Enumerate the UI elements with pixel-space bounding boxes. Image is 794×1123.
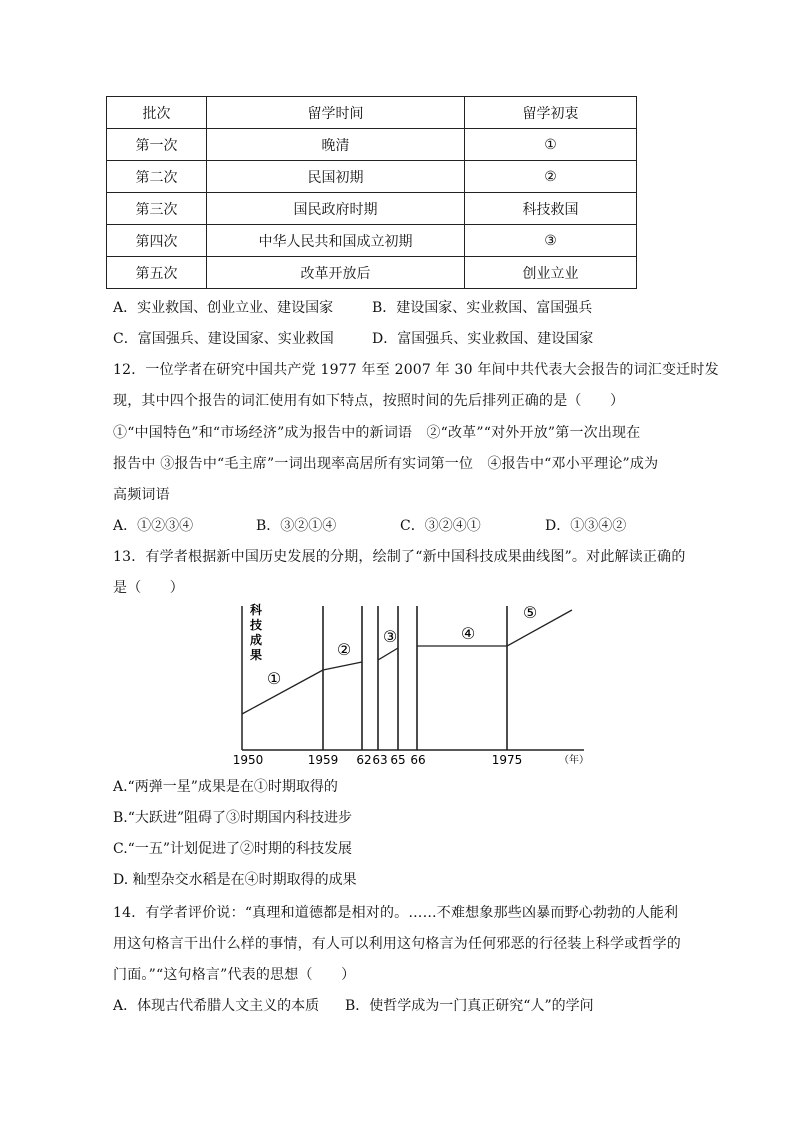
table-cell: 民国初期 [207, 161, 465, 193]
table-cell: ③ [465, 225, 637, 257]
q11-option-d: D．富国强兵、实业救国、建设国家 [372, 331, 594, 347]
curve-segment [242, 670, 323, 714]
q11-option-a: A．实业救国、创业立业、建设国家 [113, 300, 334, 316]
table-header-row [107, 97, 637, 129]
table-row [107, 225, 637, 257]
x-tick-labels [233, 753, 523, 767]
x-axis-label: （年） [559, 755, 589, 766]
table-cell: 第三次 [107, 193, 207, 225]
table-cell: 创业立业 [465, 257, 637, 289]
period-label: ④ [460, 624, 476, 643]
y-axis-label-char: 果 [249, 648, 263, 662]
x-tick-label: 66 [410, 753, 426, 767]
period-label: ② [336, 640, 352, 659]
q12-item-line: 报告中 ③报告中“毛主席”一词出现率高居所有实词第一位 ④报告中“邓小平理论”成为 [113, 456, 659, 472]
q11-option-c: C．富国强兵、建设国家、实业救国 [113, 331, 334, 347]
q12-item-line: ①“中国特色”和“市场经济”成为报告中的新词语 ②“改革”“对外开放”第一次出现在 [113, 425, 641, 441]
table-cell: 第二次 [107, 161, 207, 193]
table-cell: 晚清 [207, 129, 465, 161]
table-cell: 第四次 [107, 225, 207, 257]
table-header-cell: 批次 [107, 97, 207, 129]
period-label: ① [266, 669, 282, 688]
curve-segment [507, 610, 572, 646]
table-cell: ① [465, 129, 637, 161]
y-axis-label-char: 成 [249, 633, 263, 647]
q12-stem-line: 现，其中四个报告的词汇使用有如下特点，按照时间的先后排列正确的是（ ） [113, 393, 625, 409]
table-cell: 改革开放后 [207, 257, 465, 289]
table-row [107, 129, 637, 161]
table-cell: 第五次 [107, 257, 207, 289]
study-abroad-table [106, 96, 637, 289]
table-row [107, 257, 637, 289]
table-row [107, 161, 637, 193]
x-tick-label: 1959 [307, 753, 339, 767]
table-cell: ② [465, 161, 637, 193]
q13-stem-line: 是（ ） [113, 580, 184, 596]
period-dividers [323, 606, 507, 750]
tech-achievement-chart [226, 600, 606, 772]
q13-stem-line: 13．有学者根据新中国历史发展的分期，绘制了“新中国科技成果曲线图”。对此解读正确的 [113, 549, 686, 565]
q12-item-line: 高频词语 [113, 487, 170, 503]
achievement-curve [242, 610, 572, 714]
x-tick-label: 1975 [491, 753, 523, 767]
curve-segment [378, 648, 398, 660]
x-tick-label: 63 [372, 753, 388, 767]
y-axis-label-char: 科 [249, 603, 263, 617]
q13-option-d: D. 籼型杂交水稻是在④时期取得的成果 [113, 872, 357, 888]
q12-option-b: B．③②①④ [256, 518, 337, 534]
table-cell: 科技救国 [465, 193, 637, 225]
q12-option-d: D．①③④② [545, 518, 627, 534]
q12-option-a: A．①②③④ [113, 518, 194, 534]
y-axis-label [249, 602, 263, 662]
q12-option-c: C．③②④① [400, 518, 481, 534]
q14-option-b: B．使哲学成为一门真正研究“人”的学问 [345, 998, 594, 1014]
x-tick-label: 62 [356, 753, 372, 767]
x-tick-label: 65 [390, 753, 406, 767]
q13-option-a: A.“两弹一星”成果是在①时期取得的 [113, 779, 338, 795]
q13-option-c: C.“一五”计划促进了②时期的科技发展 [113, 841, 352, 857]
q13-option-b: B.“大跃进”阻碍了③时期国内科技进步 [113, 810, 353, 826]
q14-option-a: A．体现古代希腊人文主义的本质 [113, 998, 320, 1014]
table-cell: 中华人民共和国成立初期 [207, 225, 465, 257]
q11-option-b: B．建设国家、实业救国、富国强兵 [372, 300, 593, 316]
curve-segment [323, 662, 362, 670]
y-axis-label-char: 技 [249, 618, 263, 632]
period-label: ③ [382, 627, 398, 646]
q14-stem-line: 14．有学者评价说：“真理和道德都是相对的。……不难想象那些凶暴而野心勃勃的人能利 [113, 905, 679, 921]
table-header-cell: 留学时间 [207, 97, 465, 129]
table-cell: 国民政府时期 [207, 193, 465, 225]
q12-stem-line: 12．一位学者在研究中国共产党 1977 年至 2007 年 30 年间中共代表大会报告的词汇变迁时发 [113, 362, 719, 378]
x-tick-label: 1950 [232, 753, 264, 767]
table-row [107, 193, 637, 225]
q14-stem-line: 门面。”“这句格言”代表的思想（ ） [113, 967, 356, 983]
table-cell: 第一次 [107, 129, 207, 161]
period-label: ⑤ [522, 603, 538, 622]
table-header-cell: 留学初衷 [465, 97, 637, 129]
q14-stem-line: 用这句格言干出什么样的事情，有人可以利用这句格言为任何邪恶的行径装上科学或哲学的 [113, 936, 681, 952]
